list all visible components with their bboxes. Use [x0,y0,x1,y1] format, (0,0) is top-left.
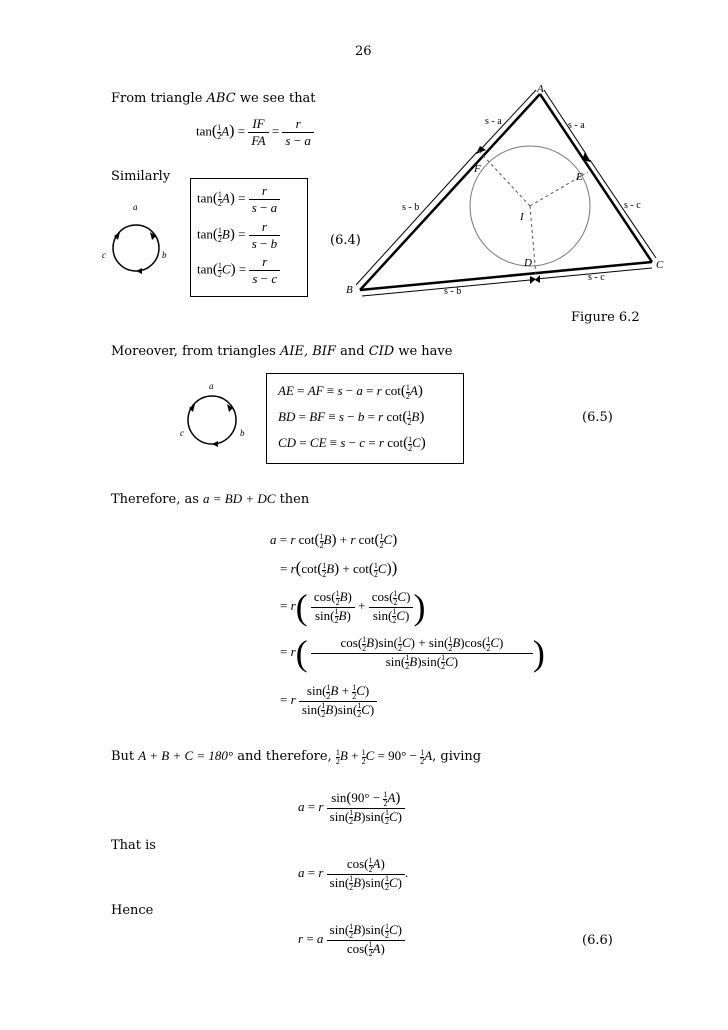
equation-tanA: tan( $\frac{1}{2}$ A) = $\frac{r}{s - a}$ [197,183,280,216]
intro-triangle: ABC [206,91,236,106]
equation-AE: AE = AF ≡ s − a = r cot( $\frac{1}{2}$ A) [278,382,423,401]
figure-triangle [340,80,670,315]
equation-BD: BD = BF ≡ s − b = r cot( $\frac{1}{2}$ B) [278,408,425,427]
cycle-circle [188,396,236,444]
derivation-line-5: = r sin( $\frac{1}{2}$ B + $\frac{1}{2}$ C) sin( $\frac{1}{2}$ B)sin( $\frac{1}{2}$ C) [280,683,377,719]
derivation-line-1: a = r cot( $\frac{1}{2}$ B) + r cot( $\frac{1}{2}$ C) [270,531,398,550]
dim-line-s-c-right [590,160,656,258]
equation-label-6-4: (6.4) [330,233,361,248]
derivation-line-4: = r( cos( $\frac{1}{2}$ B)sin( $\frac{1}{2}$ C) + sin( $\frac{1}{2}$ B)cos( $\frac{1}{2}$ C) sin( $\frac{1}{2}$ B)sin( $\frac{1}{2}$ C) ) [280,633,545,673]
side-label-s-b-bottom: s - b [444,286,462,297]
page-number: 26 [355,44,372,59]
but-middle: and therefore, [233,749,336,764]
intro-suffix: we see that [235,91,316,106]
equation-r: r = a sin( $\frac{1}{2}$ B)sin( $\frac{1}{2}$ C) cos( $\frac{1}{2}$ A) [298,922,405,958]
similarly-label: Similarly [111,169,171,184]
equation-CD: CD = CE ≡ s − c = r cot( $\frac{1}{2}$ C) [278,434,426,453]
cycle-label-c: c [180,428,184,438]
vertex-label-A: A [537,83,544,95]
equation-label-6-6: (6.6) [582,933,613,948]
equation-tanA-first: tan( $\frac{1}{2}$ A) = $\frac{IF}{FA}$ = $\frac{r}{s - a}$ [196,116,314,149]
cycle-label-a: a [133,202,138,212]
side-AB [360,94,540,290]
but-expr1: A + B + C = 180° [138,748,234,763]
equation-a-sin90: a = r sin(90° − $\frac{1}{2}$ A) sin( $\frac{1}{2}$ B)sin( $\frac{1}{2}$ C) [298,790,405,826]
cycle-circle [113,225,159,271]
moreover-triangles: AIE, BIF [279,344,336,359]
side-label-s-a-right: s - a [568,120,585,131]
but-tail: , giving [432,749,482,764]
therefore-suffix: then [275,492,310,507]
moreover-suffix: we have [394,344,453,359]
side-label-s-b-left: s - b [402,202,420,213]
dim-line-s-b-left [356,152,477,285]
equation-tanB: tan( $\frac{1}{2}$ B) = $\frac{r}{s - b}$ [197,219,280,252]
equation-label-6-5: (6.5) [582,410,613,425]
cycle-arrow-bottom [212,441,218,447]
cycle-label-a: a [209,381,214,391]
moreover-last: CID [368,344,395,359]
derivation-line-2: = r(cot( $\frac{1}{2}$ B) + cot( $\frac{1}{2}$ C)) [280,558,398,579]
cycle-label-c: c [102,250,106,260]
vertex-label-C: C [656,259,664,271]
point-label-I: I [520,211,524,223]
point-label-F: F [474,163,481,175]
side-label-s-c-bottom: s - c [588,272,605,283]
side-label-s-c-right: s - c [624,200,641,211]
point-label-D: D [524,257,532,269]
equation-tanC: tan( $\frac{1}{2}$ C) = $\frac{r}{s - c}$ [197,254,280,287]
moreover-and: and [335,344,369,359]
moreover-text [111,344,452,359]
derivation-line-3: = r( cos( $\frac{1}{2}$ B) sin( $\frac{1}{2}$ B) + cos( $\frac{1}{2}$ C) sin( $\frac{1}{2}$ C) ) [280,587,426,627]
vertex-label-B: B [346,284,353,296]
intro-prefix: From triangle [111,91,207,106]
hence-label: Hence [111,903,154,918]
cyclic-diagram-1 [100,198,180,278]
therefore-expr: a = BD + DC [203,491,276,506]
moreover-prefix: Moreover, from triangles [111,344,280,359]
cycle-label-b: b [240,428,245,438]
equation-a-cos: a = r cos( $\frac{1}{2}$ A) sin( $\frac{1}{2}$ B)sin( $\frac{1}{2}$ C) . [298,855,409,893]
cyclic-diagram-2 [172,378,257,453]
intro-text [111,91,316,106]
cycle-arrow-bottom [136,268,142,274]
side-AC [540,94,652,262]
side-BC [360,262,652,290]
side-label-s-a-left: s - a [485,116,502,127]
that-is-label: That is [111,838,156,853]
but-prefix: But [111,749,139,764]
cycle-label-b: b [162,250,167,260]
radius-IF [478,150,530,206]
point-label-E: E [576,171,583,183]
figure-caption: Figure 6.2 [571,310,640,325]
but-expr2: $\frac{1}{2}$ B + $\frac{1}{2}$ C = 90° − $\frac{1}{2}$ A [335,747,433,766]
but-text [111,748,481,766]
therefore-prefix: Therefore, as [111,492,204,507]
therefore-text [111,491,309,507]
